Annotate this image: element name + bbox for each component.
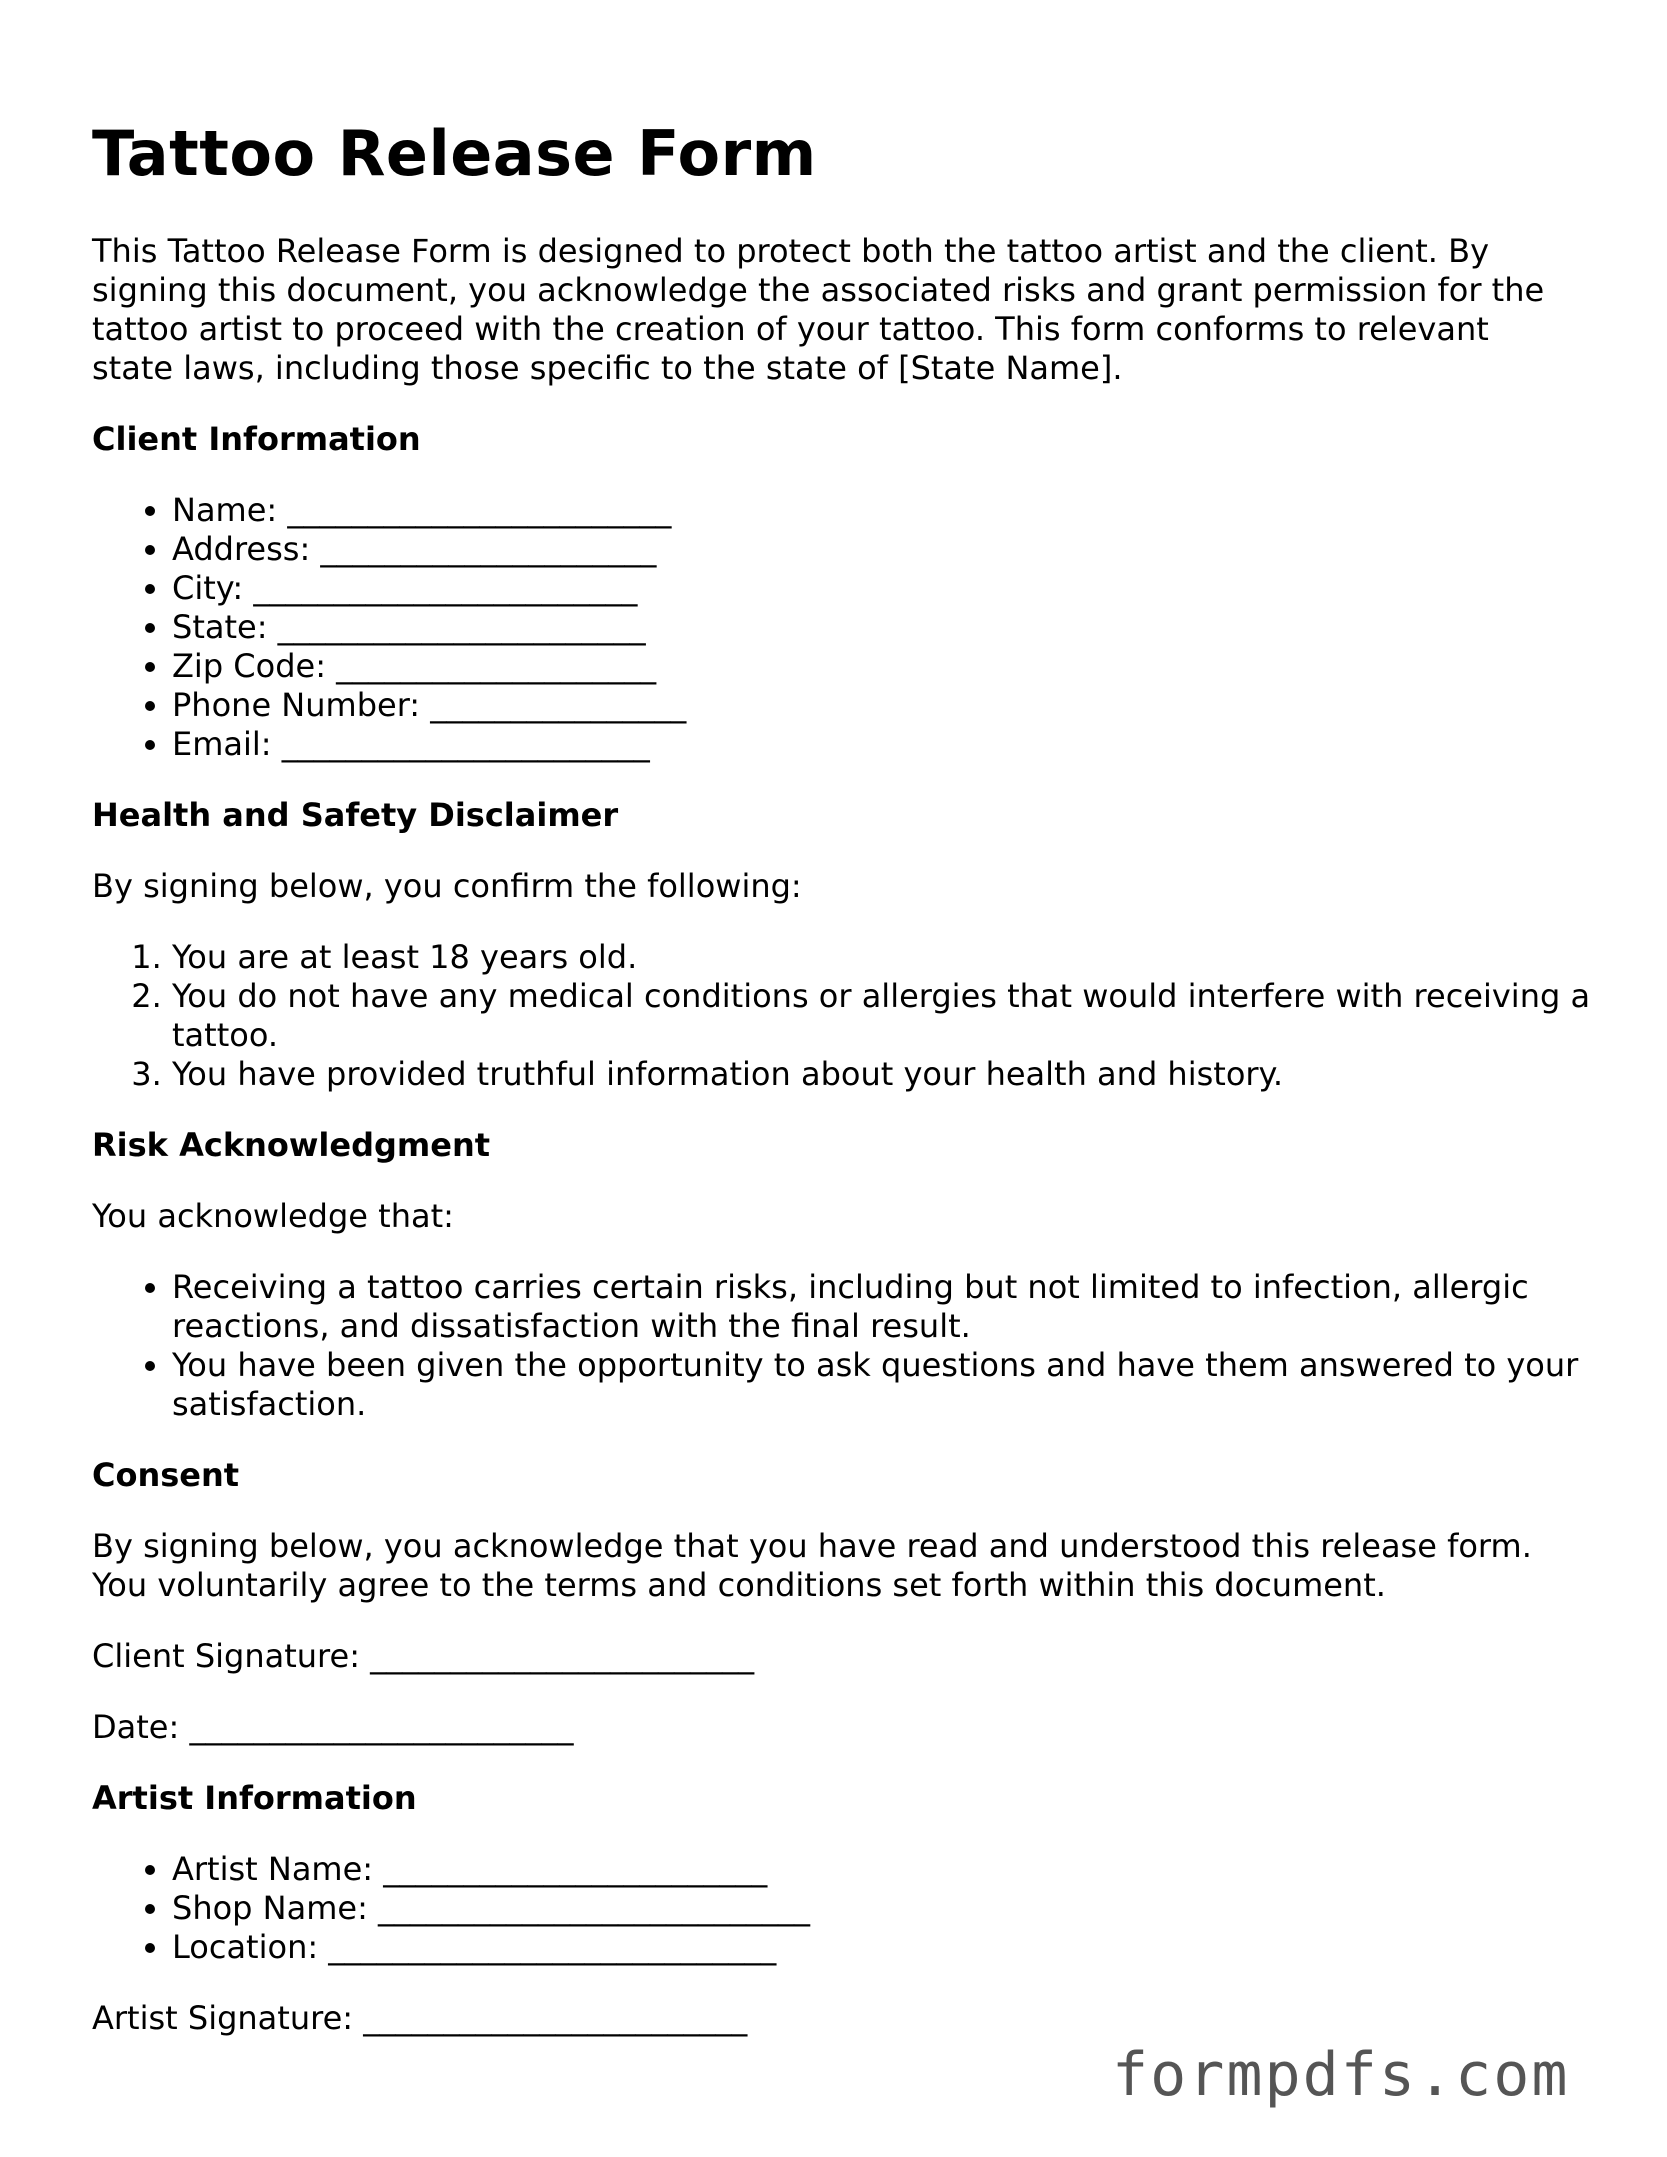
client-signature-line: Client Signature: ________________________ [92,1637,755,1675]
client-city-field: • City: ________________________ [172,569,1592,608]
client-email-field: • Email: _______________________ [172,725,1592,764]
client-address-field: • Address: _____________________ [172,530,1592,569]
risk-list [92,1268,1592,1424]
risk-heading: Risk Acknowledgment [92,1126,491,1164]
health-item: 2. You do not have any medical conditions or allergies that would interfere with receiving a tattoo. [172,977,1592,1055]
client-info-heading: Client Information [92,420,421,458]
client-state-field: • State: _______________________ [172,608,1592,647]
health-item: 3. You have provided truthful information about your health and history. [172,1055,1592,1094]
health-list [92,938,1592,1094]
risk-item: • Receiving a tattoo carries certain risks, including but not limited to infection, allergic reactions, and dissatisfaction with the final result. [172,1268,1592,1346]
client-info-list [92,491,1592,764]
artist-info-heading: Artist Information [92,1779,417,1817]
date-line: Date: ________________________ [92,1708,574,1746]
client-phone-field: • Phone Number: ________________ [172,686,1592,725]
health-heading: Health and Safety Disclaimer [92,796,619,834]
location-field: • Location: ____________________________ [172,1928,1592,1967]
consent-text: By signing below, you acknowledge that you have read and understood this release form. You voluntarily agree to the terms and conditions set forth within this document. [92,1527,1532,1604]
health-lead: By signing below, you confirm the following: [92,867,802,905]
artist-info-list [92,1850,1592,1967]
artist-signature-line: Artist Signature: ________________________ [92,1999,748,2037]
artist-name-field: • Artist Name: ________________________ [172,1850,1592,1889]
document-page [92,0,1592,2038]
client-name-field: • Name: ________________________ [172,491,1592,530]
watermark-logo: formpdfs.com [1112,2040,1570,2110]
consent-heading: Consent [92,1456,240,1494]
intro-paragraph: This Tattoo Release Form is designed to protect both the tattoo artist and the client. By signing this document, you acknowledge the associated risks and grant permission for the tattoo artist to proceed with the creation of your tattoo. This form conforms to relevant state laws, including those specific to the state of [State Name]. [92,232,1545,387]
page-title: Tattoo Release Form [92,117,817,190]
shop-name-field: • Shop Name: ___________________________ [172,1889,1592,1928]
health-item: 1. You are at least 18 years old. [172,938,1592,977]
risk-item: • You have been given the opportunity to ask questions and have them answered to your satisfaction. [172,1346,1592,1424]
client-zip-field: • Zip Code: ____________________ [172,647,1592,686]
risk-lead: You acknowledge that: [92,1197,454,1235]
